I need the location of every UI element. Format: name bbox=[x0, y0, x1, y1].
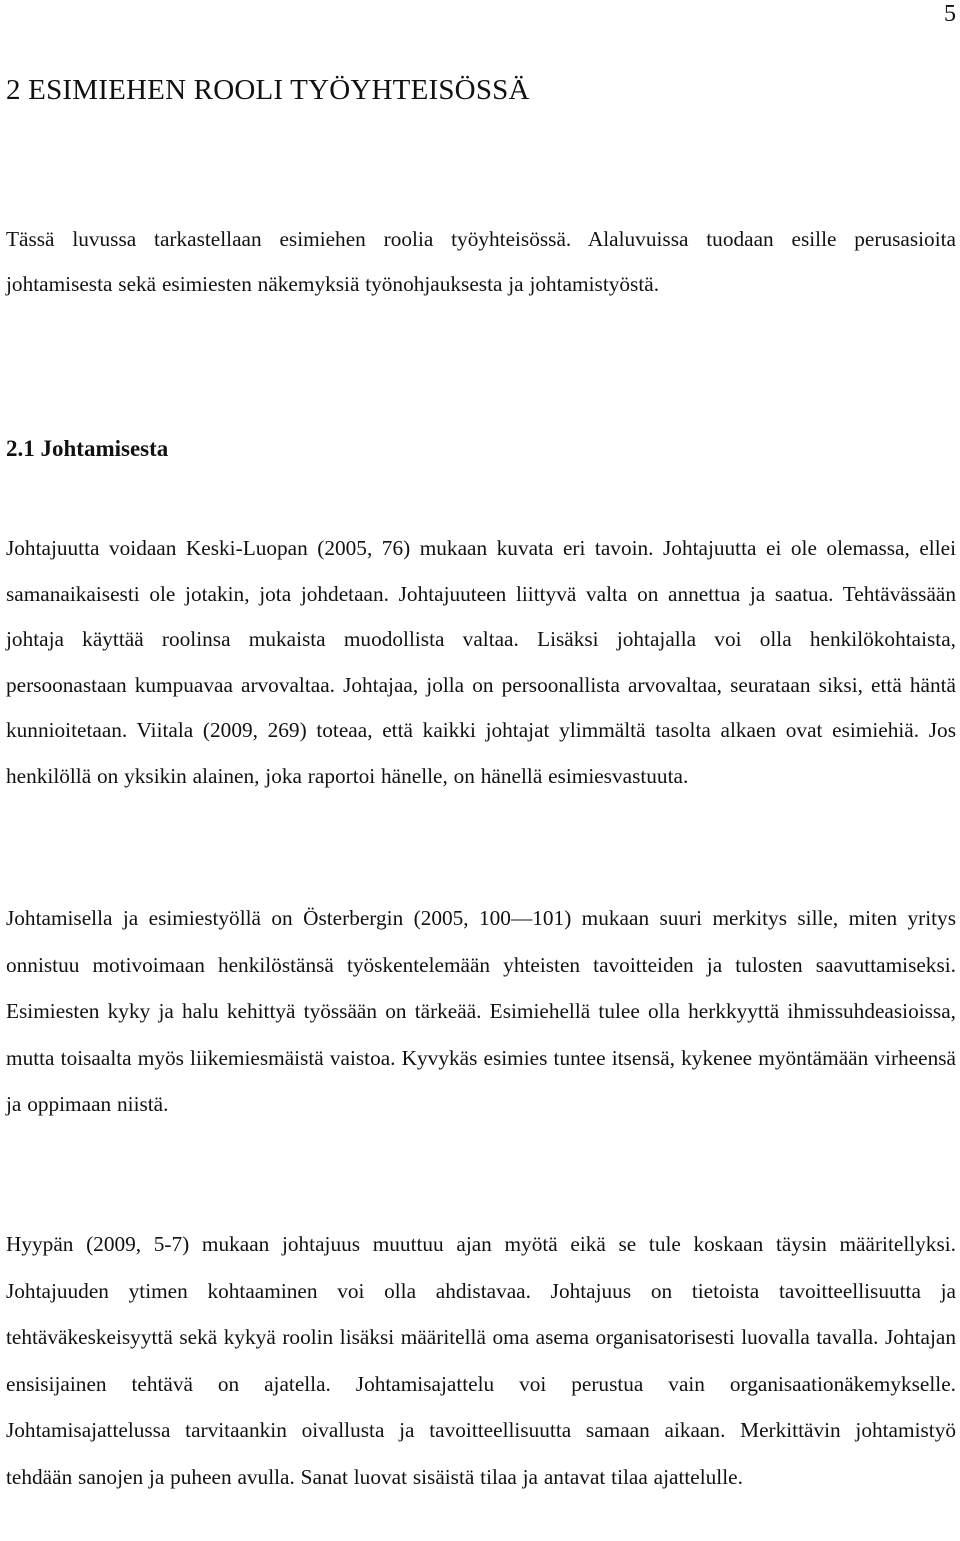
body-paragraph: Johtamisella ja esimiestyöllä on Österbergin (2005, 100—101) mukaan suuri merkitys sille, miten yritys onnistuu motivoimaan henkilöstänsä työskentelemään yhteisten tavoitteiden ja tulosten saavuttamiseksi. Esimiesten kyky ja halu kehittyä työssään on tärkeää. Esimiehellä tulee olla herkkyyttä ihmissuhdeasioissa, mutta toisaalta myös liikemiesmäistä vaistoa. Kyvykäs esimies tuntee itsensä, kykenee myöntämään virheensä ja oppimaan niistä. bbox=[6, 906, 956, 1117]
chapter-intro-paragraph: Tässä luvussa tarkastellaan esimiehen roolia työyhteisössä. Alaluvuissa tuodaan esille perusasioita johtamisesta sekä esimiesten näkemyksiä työnohjauksesta ja johtamistyöstä. bbox=[6, 227, 956, 296]
body-paragraph: Johtajuutta voidaan Keski-Luopan (2005, 76) mukaan kuvata eri tavoin. Johtajuutta ei ole olemassa, ellei samanaikaisesti ole jotakin, jota johdetaan. Johtajuuteen liittyvä valta on annettua ja saatua. Tehtävässään johtaja käyttää roolinsa mukaista muodollista valtaa. Lisäksi johtajalla voi olla henkilökohtaista, persoonastaan kumpuavaa arvovaltaa. Johtajaa, jolla on persoonallista arvovaltaa, seurataan siksi, että häntä kunnioitetaan. Viitala (2009, 269) toteaa, että kaikki johtajat ylimmältä tasolta alkaen ovat esimiehiä. Jos henkilöllä on yksikin alainen, joka raportoi hänelle, on hänellä esimiesvastuuta. bbox=[6, 536, 956, 788]
section-title: 2.1 Johtamisesta bbox=[6, 436, 169, 461]
page-number: 5 bbox=[944, 1, 956, 27]
body-paragraph: Hyypän (2009, 5-7) mukaan johtajuus muuttuu ajan myötä eikä se tule koskaan täysin määritellyksi. Johtajuuden ytimen kohtaaminen voi olla ahdistavaa. Johtajuus on tietoista tavoitteellisuutta ja tehtäväkeskeisyyttä sekä kykyä roolin lisäksi määritellä oma asema organisatorisesti luovalla tavalla. Johtajan ensisijainen tehtävä on ajatella. Johtamisajattelu voi perustua vain organisaationäkemykselle. Johtamisajattelussa tarvitaankin oivallusta ja tavoitteellisuutta samaan aikaan. Merkittävin johtamistyö tehdään sanojen ja puheen avulla. Sanat luovat sisäistä tilaa ja antavat tilaa ajattelulle. bbox=[6, 1232, 956, 1489]
chapter-title: 2 ESIMIEHEN ROOLI TYÖYHTEISÖSSÄ bbox=[6, 74, 530, 106]
